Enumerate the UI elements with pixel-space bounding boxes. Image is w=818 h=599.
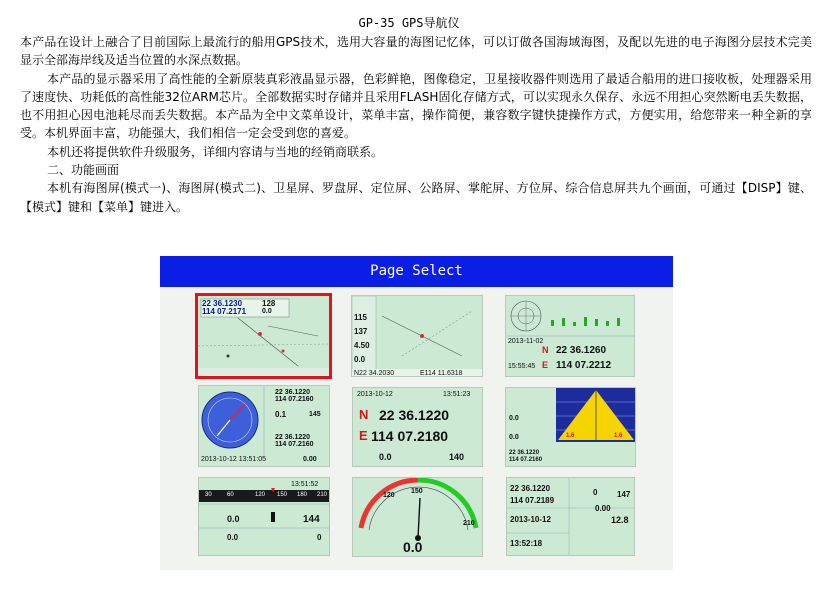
bearing-tick-210: 210 — [317, 492, 328, 498]
doc-title: GP-35 GPS导航仪 — [358, 16, 460, 30]
helm-top: 150 — [411, 488, 423, 495]
paragraph-hardware: 本产品的显示器采用了高性能的全新原装真彩液晶显示器，色彩鲜艳，图像稳定，卫星接收器件则选用了最适合船用的进口接收板，处理器采用了速度快、功耗低的高性能32位ARM芯片。全部数据实时存储并且采用FLASH固化存储方式，可以实现永久保存、永远不用担心突然断电丢失数据，也不用担心因电池耗尽而丢失数据。本产品为全中文菜单设计，菜单丰富，操作简便，兼容数字键快捷操作方式，方便实用，给您带来一种全新的享受。本机界面丰富，功能强大，我们相信一定会受到您的喜爱。 — [20, 71, 812, 141]
position-speed: 0.0 — [379, 452, 392, 462]
chart1-sub: 0.0 — [262, 308, 272, 315]
sat-lat: 22 36.1260 — [556, 345, 607, 356]
info-lon: 114 07.2189 — [510, 496, 555, 505]
info-time: 13:52:18 — [510, 539, 543, 548]
satellite-screen-thumb[interactable] — [505, 295, 635, 377]
bearing-tick-120: 120 — [255, 492, 266, 498]
bearing-screen-thumb[interactable] — [198, 477, 330, 556]
bearing-heading: 144 — [303, 514, 320, 525]
bearing-speed: 0.0 — [227, 514, 240, 524]
chart2-v3: 4.50 — [354, 341, 370, 350]
chart-screen-1-thumb[interactable] — [195, 293, 332, 379]
helm-left: 120 — [383, 492, 395, 499]
sat-lon: 114 07.2212 — [556, 360, 612, 371]
chart1-lat: 22 36.1230 — [202, 299, 243, 308]
chart2-v1: 115 — [354, 313, 367, 322]
position-time: 13:51:23 — [443, 391, 471, 398]
chart-screen-2-thumb[interactable] — [351, 295, 483, 377]
compass-speed: 0.1 — [275, 410, 287, 419]
bearing-tick-60: 60 — [227, 492, 234, 498]
page-select-panel — [160, 256, 673, 570]
chart2-v2: 137 — [354, 327, 368, 336]
position-lon: 114 07.2180 — [371, 428, 449, 444]
chart2-v4: 0.0 — [354, 355, 366, 364]
road-v2: 0.0 — [509, 434, 519, 441]
info-v: 0 — [593, 488, 598, 497]
compass-lat2: 22 36.1220 — [275, 434, 311, 441]
road-v1: 0.0 — [509, 415, 519, 422]
compass-screen-thumb[interactable] — [198, 385, 330, 467]
paragraph-upgrade: 本机还将提供软件升级服务，详细内容请与当地的经销商联系。 — [47, 144, 384, 159]
info-date: 2013-10-12 — [510, 515, 551, 524]
compass-lat: 22 36.1220 — [275, 389, 311, 396]
bearing-tick-30: 30 — [205, 492, 212, 498]
chart2-lat: N22 34.2030 — [354, 370, 395, 377]
bearing-tick-150: 150 — [277, 492, 288, 498]
helm-speed: 0.0 — [403, 539, 423, 555]
sat-time: 15:55:45 — [508, 363, 536, 370]
chart1-speed: 128 — [262, 299, 276, 308]
compass-heading: 145 — [309, 411, 321, 418]
bearing-tick-180: 180 — [297, 492, 308, 498]
position-heading: 140 — [449, 452, 465, 462]
compass-lon2: 114 07.2160 — [275, 441, 314, 448]
panel-header: Page Select — [160, 256, 673, 287]
helm-screen-thumb[interactable] — [352, 477, 483, 557]
position-lat: 22 36.1220 — [379, 407, 450, 423]
info-heading: 147 — [617, 490, 631, 499]
sat-n: N — [542, 345, 549, 355]
road-lat: 22 36.1220 — [509, 450, 540, 456]
road-l2: 1.6 — [614, 433, 623, 439]
position-e: E — [359, 428, 368, 443]
info-dist: 12.8 — [611, 515, 629, 525]
paragraph-screens: 本机有海图屏(模式一)、海图屏(模式二)、卫星屏、罗盘屏、定位屏、公路屏、掌舵屏、方位屏、综合信息屏共九个画面，可通过【DISP】键、【模式】键和【菜单】键进入。 — [20, 181, 812, 214]
bearing-v2: 0 — [317, 533, 322, 542]
chart2-lon: E114 11.6318 — [420, 370, 463, 377]
info-v2: 0.00 — [595, 504, 611, 513]
road-screen-thumb[interactable] — [505, 387, 636, 467]
bearing-time: 13:51:52 — [291, 481, 319, 488]
paragraph-intro: 本产品在设计上融合了目前国际上最流行的船用GPS技术，选用大容量的海图记忆体，可以订做各国海域海图，及配以先进的电子海图分层技术完美显示全部海岸线及适当位置的水深点数据。 — [20, 35, 812, 68]
road-lon: 114 07.2160 — [509, 457, 543, 463]
chart-map-2-graphic — [352, 296, 483, 377]
info-screen-thumb[interactable] — [506, 477, 635, 556]
sat-date: 2013-11-02 — [508, 338, 544, 345]
section-heading: 二、功能画面 — [47, 163, 120, 178]
road-l1: 1.6 — [566, 433, 575, 439]
doc-body — [20, 33, 812, 216]
sat-e: E — [542, 360, 549, 370]
compass-lon: 114 07.2160 — [275, 396, 314, 403]
chart1-lon: 114 07.2171 — [202, 307, 247, 316]
info-lat: 22 36.1220 — [510, 484, 551, 493]
position-date: 2013-10-12 — [357, 391, 393, 398]
position-screen-thumb[interactable] — [352, 387, 483, 467]
compass-v: 0.00 — [303, 456, 317, 463]
position-n: N — [359, 407, 369, 422]
helm-right: 210 — [463, 520, 475, 527]
compass-datetime: 2013-10-12 13:51:05 — [201, 456, 266, 463]
bearing-v: 0.0 — [227, 533, 239, 542]
